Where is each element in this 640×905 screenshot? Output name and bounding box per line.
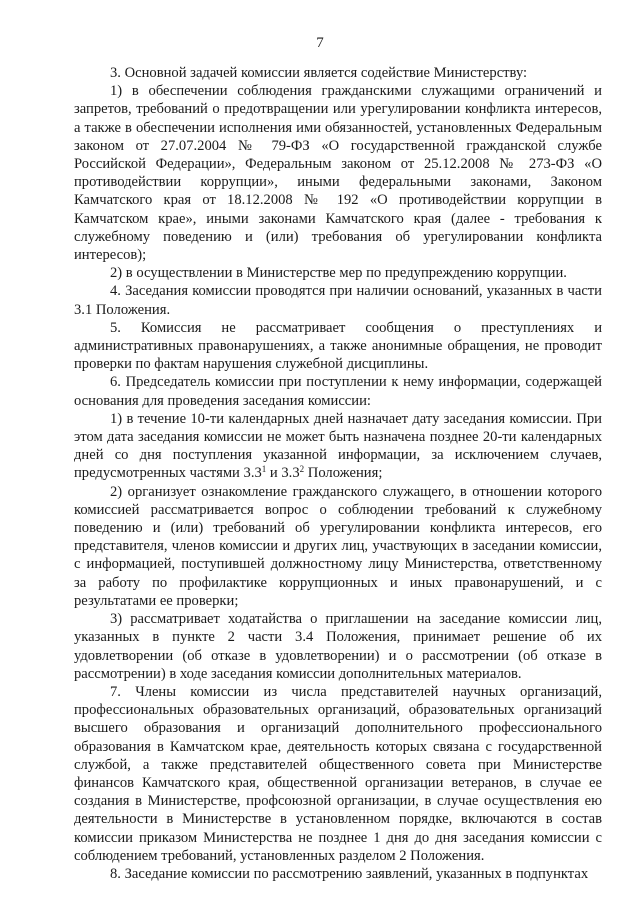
paragraph-8: 8. Заседание комиссии по рассмотрению заявлений, указанных в подпунктах [110,865,589,882]
superscript-2: 2 [299,464,305,475]
paragraph-7: 7. Члены комиссии из числа представителей научных организаций, профессиональных образовательных организаций, образовательных организаций высшего образования и организаций дополнительного профессионального образования в Камчатском крае, деятельность которых связана с государственной службой, а также представителей общественного совета при Министерстве финансов Камчатского края, общественной организации ветеранов, в случае ее создания в Министерстве, профсоюзной организации, в случае осуществления ею деятельности в Министерстве в установленном порядке, включаются в состав комиссии приказом Министерства не позднее 1 дня до дня заседания комиссии с соблюдением требований, установленных разделом 2 Положения. [74,683,602,864]
page-number: 7 [316,35,324,51]
paragraph-6-item-1-text-end: Положения; [304,465,383,482]
paragraph-3: 3. Основной задачей комиссии является содействие Министерству: [110,65,528,81]
paragraph-6: 6. Председатель комиссии при поступлении к нему информации, содержащей основания для проведения заседания комиссии: [74,374,602,409]
paragraph-3-item-2: 2) в осуществлении в Министерстве мер по предупреждению коррупции. [110,265,567,282]
paragraph-4: 4. Заседания комиссии проводятся при наличии оснований, указанных в части 3.1 Положения. [74,283,602,318]
document-body [74,64,602,883]
paragraph-6-item-1-text: 1) в течение 10-ти календарных дней назначает дату заседания комиссии. При этом дата заседания комиссии не может быть назначена позднее 20-ти календарных дней со дня поступления указанной информации, за исключением случаев, предусмотренных частями 3.3 [74,410,602,482]
superscript-1: 1 [261,464,267,475]
paragraph-3-item-1: 1) в обеспечении соблюдения гражданскими служащими ограничений и запретов, требований о предотвращении или урегулировании конфликта интересов, а также в обеспечении исполнения ими обязанностей, установленных Федеральным законом от 27.07.2004 № 79-ФЗ «О государственной гражданской службе Российской Федерации», Федеральным законом от 25.12.2008 № 273-ФЗ «О противодействии коррупции», иными федеральными законами, Законом Камчатского края от 18.12.2008 № 192 «О противодействии коррупции в Камчатском крае», иными законами Камчатского края (далее - требования к служебному поведению и (или) требования об урегулировании конфликта интересов); [74,83,602,264]
paragraph-5: 5. Комиссия не рассматривает сообщения о преступлениях и административных правонарушениях, а также анонимные обращения, не проводит проверки по фактам нарушения служебной дисциплины. [74,319,602,373]
paragraph-6-item-1 [74,410,602,483]
paragraph-6-item-3: 3) рассматривает ходатайства о приглашении на заседание комиссии лиц, указанных в пункте 2 части 3.4 Положения, принимает решение об их удовлетворении (об отказе в удовлетворении) и о рассмотрении (об отказе в рассмотрении) в ходе заседания комиссии дополнительных материалов. [74,611,602,682]
paragraph-6-item-1-text-middle: и 3.3 [266,465,300,482]
paragraph-6-item-2: 2) организует ознакомление гражданского служащего, в отношении которого комиссией рассматривается вопрос о соблюдении требований к служебному поведению и (или) требований об урегулировании конфликта интересов, его представителя, членов комиссии и других лиц, участвующих в заседании комиссии, с информацией, поступившей должностному лицу Министерства, ответственному за работу по профилактике коррупционных и иных правонарушений, и с результатами ее проверки; [74,483,602,609]
